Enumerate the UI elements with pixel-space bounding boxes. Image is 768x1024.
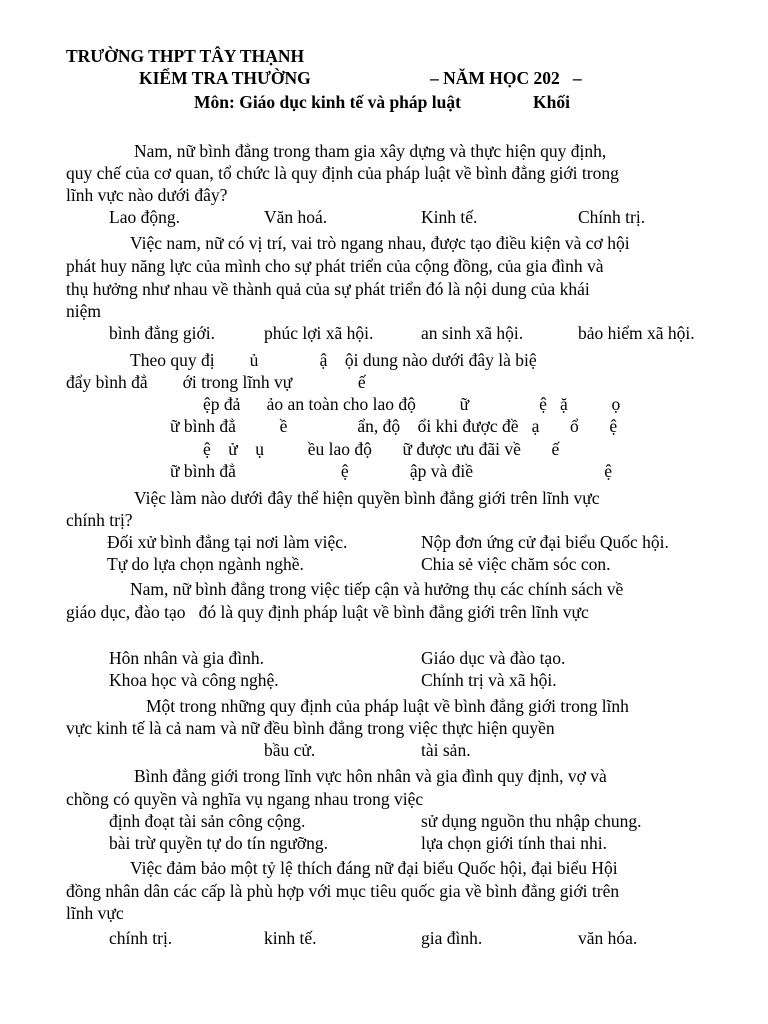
q5-stem-line2: giáo dục, đào tạo đó là quy định pháp luật về bình đẳng giới trên lĩnh vực xyxy=(66,602,589,622)
q2-option-d: bảo hiểm xã hội. xyxy=(578,323,695,343)
q4-option-d: Chia sẻ việc chăm sóc con. xyxy=(421,554,611,574)
q2-stem-line3: thụ hưởng như nhau về thành quả của sự phát triển đó là nội dung của khái xyxy=(66,279,590,299)
q5-option-c: Khoa học và công nghệ. xyxy=(109,670,279,690)
q5-option-d: Chính trị và xã hội. xyxy=(421,670,557,690)
q3-stem-line2: đẩy bình đẳ ới trong lĩnh vự ế xyxy=(66,372,366,392)
exam-title: KIỂM TRA THƯỜNG xyxy=(139,68,311,88)
q6-option-a: bầu cử. xyxy=(264,740,316,760)
q2-stem-line4: niệm xyxy=(66,301,101,321)
q4-option-b: Nộp đơn ứng cử đại biểu Quốc hội. xyxy=(421,532,669,552)
q1-stem-line2: quy chế của cơ quan, tổ chức là quy định của pháp luật về bình đẳng giới trong xyxy=(66,163,619,183)
q2-option-c: an sinh xã hội. xyxy=(421,323,524,343)
q2-stem-line2: phát huy năng lực của mình cho sự phát triển của cộng đồng, của gia đình và xyxy=(66,256,604,276)
q1-stem-line1: Nam, nữ bình đẳng trong tham gia xây dựng và thực hiện quy định, xyxy=(134,141,607,161)
q3-option-b: ữ bình đẳ ề ẩn, độ ổi khi được đề ạ ổ ệ xyxy=(170,416,618,436)
q2-option-a: bình đẳng giới. xyxy=(109,323,215,343)
q7-stem-line1: Bình đẳng giới trong lĩnh vực hôn nhân và gia đình quy định, vợ và xyxy=(134,766,607,786)
q1-option-c: Kinh tế. xyxy=(421,207,478,227)
q6-option-b: tài sản. xyxy=(421,740,471,760)
q7-option-a: định đoạt tài sản công cộng. xyxy=(109,811,306,831)
q8-option-c: gia đình. xyxy=(421,928,483,948)
q4-option-c: Tự do lựa chọn ngành nghề. xyxy=(107,554,304,574)
q8-stem-line3: lĩnh vực xyxy=(66,903,124,923)
q5-option-b: Giáo dục và đào tạo. xyxy=(421,648,566,668)
q1-stem-line3: lĩnh vực nào dưới đây? xyxy=(66,185,228,205)
q4-option-a: Đối xử bình đẳng tại nơi làm việc. xyxy=(107,532,348,552)
q7-option-d: lựa chọn giới tính thai nhi. xyxy=(421,833,607,853)
q8-stem-line2: đồng nhân dân các cấp là phù hợp với mục tiêu quốc gia về bình đẳng giới trên xyxy=(66,881,620,901)
q7-option-b: sử dụng nguồn thu nhập chung. xyxy=(421,811,642,831)
q5-stem-line1: Nam, nữ bình đẳng trong việc tiếp cận và hưởng thụ các chính sách về xyxy=(130,579,624,599)
q3-option-d: ữ bình đẳ ệ ập và điề ệ xyxy=(170,461,613,481)
q2-stem-line1: Việc nam, nữ có vị trí, vai trò ngang nhau, được tạo điều kiện và cơ hội xyxy=(130,233,630,253)
q4-stem-line1: Việc làm nào dưới đây thể hiện quyền bình đẳng giới trên lĩnh vực xyxy=(134,488,600,508)
q3-option-a: ệp đả ảo an toàn cho lao độ ữ ệ ặ ọ xyxy=(203,394,621,414)
q8-option-b: kinh tế. xyxy=(264,928,317,948)
q7-option-c: bài trừ quyền tự do tín ngưỡng. xyxy=(109,833,329,853)
school-year: – NĂM HỌC 202 – xyxy=(430,68,582,88)
school-name: TRƯỜNG THPT TÂY THẠNH xyxy=(66,46,305,66)
q1-option-d: Chính trị. xyxy=(578,207,646,227)
q6-stem-line1: Một trong những quy định của pháp luật về bình đẳng giới trong lĩnh xyxy=(146,696,629,716)
q8-option-a: chính trị. xyxy=(109,928,173,948)
q7-stem-line2: chồng có quyền và nghĩa vụ ngang nhau trong việc xyxy=(66,789,424,809)
q5-option-a: Hôn nhân và gia đình. xyxy=(109,648,265,668)
grade-label: Khối xyxy=(533,92,570,112)
q2-option-b: phúc lợi xã hội. xyxy=(264,323,374,343)
q1-option-b: Văn hoá. xyxy=(264,207,328,227)
q8-option-d: văn hóa. xyxy=(578,928,638,948)
q6-stem-line2: vực kinh tế là cả nam và nữ đều bình đẳng trong việc thực hiện quyền xyxy=(66,718,555,738)
subject-title: Môn: Giáo dục kinh tế và pháp luật xyxy=(194,92,461,112)
q1-option-a: Lao động. xyxy=(109,207,180,227)
q4-stem-line2: chính trị? xyxy=(66,510,133,530)
q3-stem-line1: Theo quy đị ủ ậ ội dung nào dưới đây là biệ xyxy=(130,350,537,370)
q8-stem-line1: Việc đảm bảo một tỷ lệ thích đáng nữ đại biểu Quốc hội, đại biểu Hội xyxy=(130,858,618,878)
q3-option-c: ệ ử ụ ều lao độ ữ được ưu đãi về ế xyxy=(203,439,560,459)
